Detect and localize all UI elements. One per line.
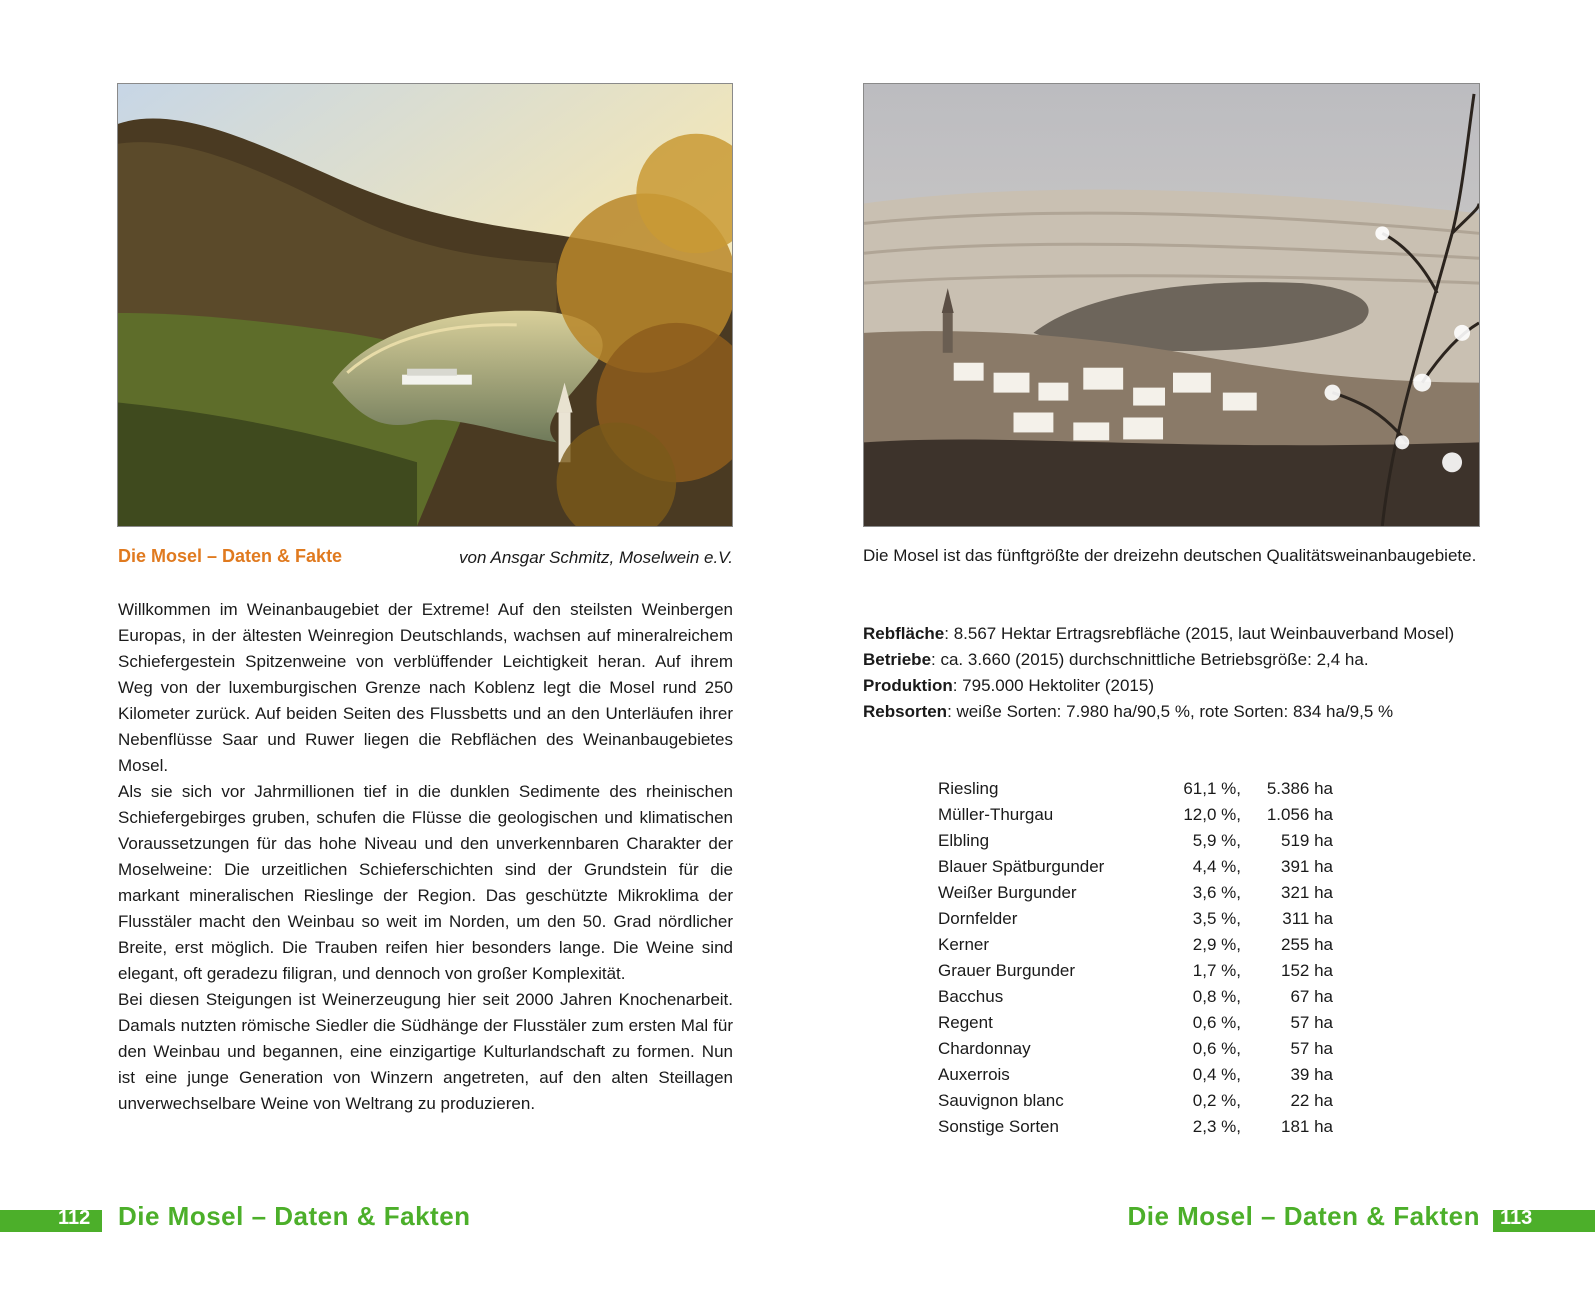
variety-percent: 2,3 %, [1192, 1117, 1241, 1136]
table-row [938, 828, 1333, 854]
variety-percent: 1,7 %, [1192, 961, 1241, 980]
variety-hectares: 311 ha [1282, 909, 1333, 928]
table-row [938, 1062, 1333, 1088]
table-row [938, 1088, 1333, 1114]
variety-name: Weißer Burgunder [938, 883, 1077, 902]
snowy-village-photo [863, 83, 1480, 527]
table-row [938, 1010, 1333, 1036]
variety-percent: 2,9 %, [1192, 935, 1241, 954]
fact-label: Betriebe [863, 650, 932, 669]
footer-title-right: Die Mosel – Daten & Fakten [1127, 1201, 1480, 1231]
table-row [938, 906, 1333, 932]
variety-hectares: 1.056 ha [1266, 805, 1333, 824]
article-body [118, 597, 733, 1117]
fact-label: Rebfläche [863, 624, 945, 643]
variety-percent: 3,5 %, [1192, 909, 1241, 928]
caption-author: von Ansgar Schmitz, Moselwein e.V. [458, 548, 733, 567]
fact-label: Produktion [863, 676, 953, 695]
fact-text: : weiße Sorten: 7.980 ha/90,5 %, rote Sorten: 834 ha/9,5 % [947, 702, 1394, 721]
variety-percent: 5,9 %, [1192, 831, 1241, 850]
table-row [938, 776, 1333, 802]
table-row [938, 854, 1333, 880]
page-number-left: 112 [58, 1207, 91, 1229]
paragraph: Als sie sich vor Jahrmillionen tief in die dunklen Sedimente des rheinischen Schiefergebirges gruben, schufen die Flüsse die geologischen und klimatischen Voraussetzungen für das hohe Niveau und den unverkennbaren Charakter der Moselweine: Die urzeitlichen Schieferschichten sind der Grundstein für die markant mineralischen Rieslinge der Region. Das geschützte Mikroklima der Flusstäler macht den Weinbau so weit im Norden, um den 50. Grad nördlicher Breite, erst möglich. Die Trauben reifen hier besonders lange. Die Weine sind elegant, oft geradezu filigran, und dennoch von großer Komplexität. [118, 782, 733, 983]
grape-variety-table [938, 776, 1333, 1140]
fact-betriebe [863, 647, 1480, 673]
variety-hectares: 181 ha [1281, 1117, 1333, 1136]
variety-percent: 3,6 %, [1192, 883, 1241, 902]
fact-rebflaeche [863, 621, 1480, 647]
variety-hectares: 57 ha [1290, 1039, 1333, 1058]
paragraph: Willkommen im Weinanbaugebiet der Extreme! Auf den steilsten Weinbergen Europas, in der ältesten Weinregion Deutschlands, wachsen auf mineralreichem Schiefergestein Spitzenweine von verblüffender Leichtigkeit heran. Auf ihrem Weg von der luxemburgischen Grenze nach Koblenz legt die Mosel rund 250 Kilometer zurück. Auf beiden Seiten des Flussbetts und an den Unterläufen ihrer Nebenflüsse Saar und Ruwer liegen die Rebflächen des Weinanbaugebietes Mosel. [118, 600, 733, 775]
variety-percent: 0,4 %, [1192, 1065, 1241, 1084]
variety-percent: 0,6 %, [1192, 1013, 1241, 1032]
variety-name: Müller-Thurgau [938, 805, 1054, 824]
variety-percent: 12,0 %, [1183, 805, 1241, 824]
variety-hectares: 39 ha [1290, 1065, 1333, 1084]
page-number-right: 113 [1500, 1207, 1533, 1229]
variety-name: Elbling [938, 831, 990, 850]
table-row [938, 1114, 1333, 1140]
facts-list [863, 621, 1480, 725]
variety-percent: 61,1 %, [1183, 779, 1241, 798]
variety-name: Bacchus [938, 987, 1004, 1006]
fact-produktion [863, 673, 1480, 699]
variety-hectares: 5.386 ha [1266, 779, 1333, 798]
variety-hectares: 391 ha [1281, 857, 1333, 876]
variety-percent: 0,8 %, [1192, 987, 1241, 1006]
variety-hectares: 321 ha [1281, 883, 1333, 902]
variety-percent: 0,6 %, [1192, 1039, 1241, 1058]
table-row [938, 932, 1333, 958]
table-row [938, 880, 1333, 906]
variety-percent: 4,4 %, [1192, 857, 1241, 876]
variety-hectares: 519 ha [1281, 831, 1333, 850]
fact-text: : ca. 3.660 (2015) durchschnittliche Betriebsgröße: 2,4 ha. [931, 650, 1369, 669]
variety-hectares: 255 ha [1281, 935, 1333, 954]
variety-name: Auxerrois [938, 1065, 1010, 1084]
variety-hectares: 57 ha [1290, 1013, 1333, 1032]
footer-title-left: Die Mosel – Daten & Fakten [118, 1201, 471, 1231]
fact-rebsorten [863, 699, 1480, 725]
variety-name: Dornfelder [938, 909, 1018, 928]
variety-name: Sauvignon blanc [938, 1091, 1064, 1110]
fact-text: : 795.000 Hektoliter (2015) [952, 676, 1155, 695]
table-row [938, 958, 1333, 984]
variety-percent: 0,2 %, [1192, 1091, 1241, 1110]
caption-title: Die Mosel – Daten & Fakte [118, 546, 343, 566]
variety-name: Sonstige Sorten [938, 1117, 1059, 1136]
table-row [938, 1036, 1333, 1062]
region-intro: Die Mosel ist das fünftgrößte der dreizehn deutschen Qualitätsweinanbaugebiete. [863, 546, 1477, 565]
table-row [938, 802, 1333, 828]
variety-name: Kerner [938, 935, 990, 954]
variety-name: Regent [938, 1013, 993, 1032]
variety-hectares: 22 ha [1290, 1091, 1333, 1110]
variety-name: Grauer Burgunder [938, 961, 1076, 980]
fact-label: Rebsorten [863, 702, 948, 721]
variety-name: Riesling [938, 779, 999, 798]
variety-name: Chardonnay [938, 1039, 1031, 1058]
table-row [938, 984, 1333, 1010]
mosel-valley-photo [117, 83, 733, 527]
variety-hectares: 67 ha [1290, 987, 1333, 1006]
paragraph: Bei diesen Steigungen ist Weinerzeugung hier seit 2000 Jahren Knochenarbeit. Damals nutzten römische Siedler die Südhänge der Flusstäler zum ersten Mal für den Weinbau und begannen, eine einzigartige Kulturlandschaft zu formen. Nun ist eine junge Generation von Winzern angetreten, auf den alten Steillagen unverwechselbare Weine von Weltrang zu produzieren. [118, 990, 733, 1113]
variety-name: Blauer Spätburgunder [938, 857, 1105, 876]
fact-text: : 8.567 Hektar Ertragsrebfläche (2015, laut Weinbauverband Mosel) [944, 624, 1455, 643]
variety-hectares: 152 ha [1281, 961, 1333, 980]
